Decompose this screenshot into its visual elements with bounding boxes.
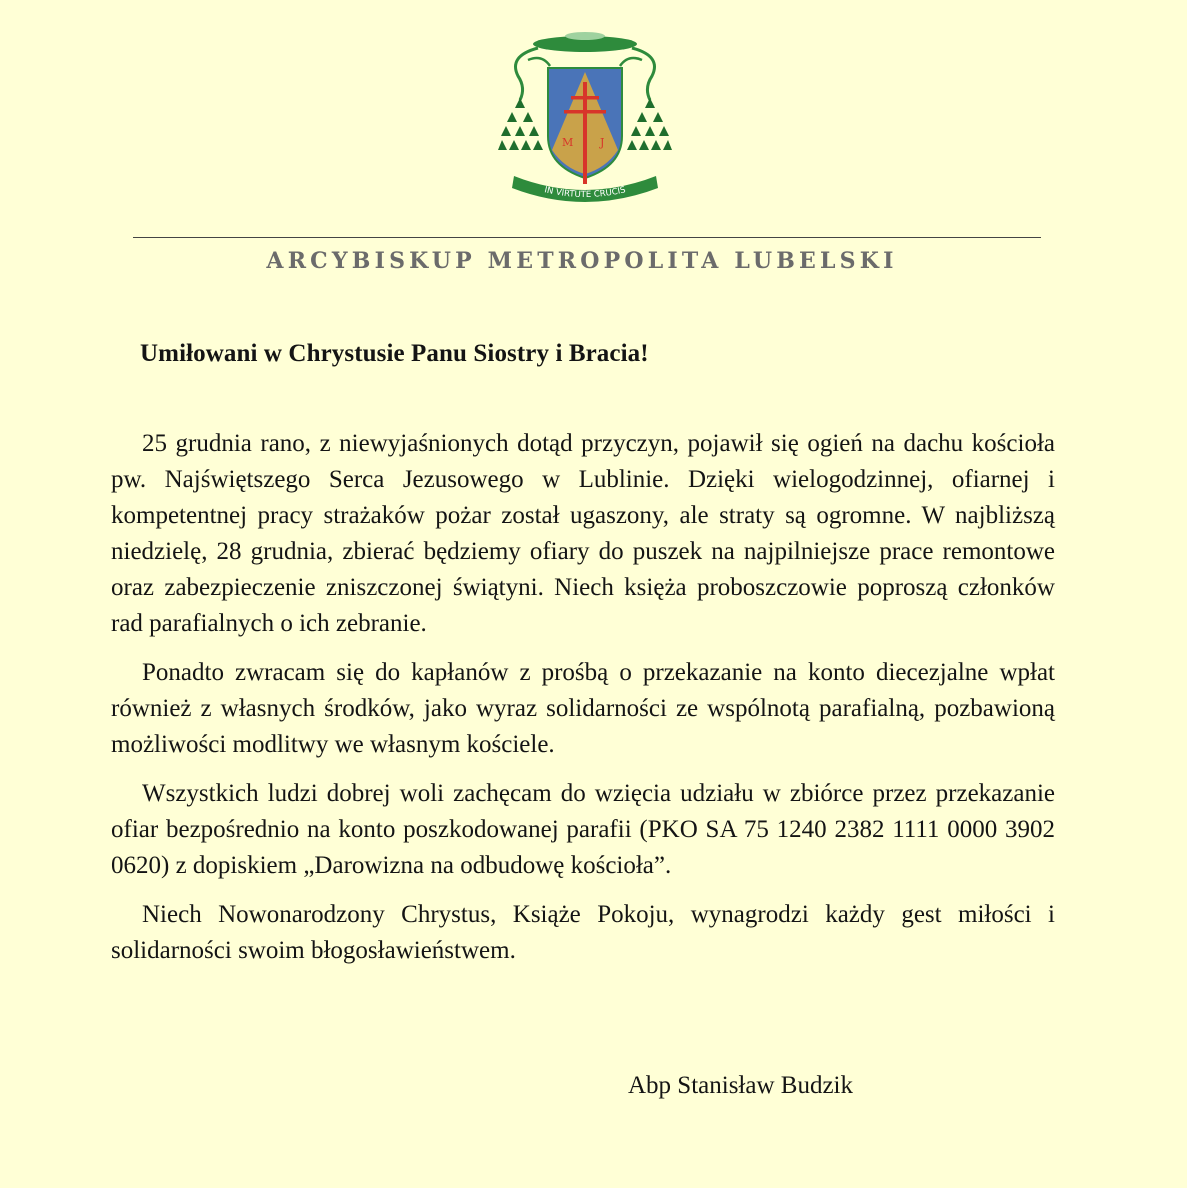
crest-initial-j: J <box>600 136 605 149</box>
paragraph-2: Ponadto zwracam się do kapłanów z prośbą o przekazanie na konto diecezjalne wpłat również z własnych środków, jako wyraz solidarności ze wspólnotą parafialną, pozbawioną możliwości modlitwy we własnym kościele. <box>111 659 1055 758</box>
paragraph-4: Niech Nowonarodzony Chrystus, Książe Pokoju, wynagrodzi każdy gest miłości i solidarności swoim błogosławieństwem. <box>111 901 1055 964</box>
galero-hat-icon <box>533 32 637 52</box>
office-title: ARCYBISKUP METROPOLITA LUBELSKI <box>266 248 898 274</box>
paragraph-3: Wszystkich ludzi dobrej woli zachęcam do wzięcia udziału w zbiórce przez przekazanie ofiar bezpośrednio na konto poszkodowanej parafii (PKO SA 75 1240 2382 1111 0000 3902 0620) z dopiskiem „Darowizna na odbudowę kościoła”. <box>111 780 1055 879</box>
letter-greeting: Umiłowani w Chrystusie Panu Siostry i Bracia! <box>140 340 649 367</box>
letter-body <box>111 426 1055 982</box>
header-divider <box>133 237 1041 238</box>
paragraph-1: 25 grudnia rano, z niewyjaśnionych dotąd przyczyn, pojawił się ogień na dachu kościoła pw. Najświętszego Serca Jezusowego w Lublinie. Dzięki wielogodzinnej, ofiarnej i kompetentnej pracy strażaków pożar został ugaszony, ale straty są ogromne. W najbliższą niedzielę, 28 grudnia, zbierać będziemy ofiary do puszek na najpilniejsze prace remontowe oraz zabezpieczenie zniszczonej świątyni. Niech księża proboszczowie poproszą członków rad parafialnych o ich zebranie. <box>111 430 1055 637</box>
motto-text: IN VIRTUTE CRUCIS <box>543 185 627 201</box>
signature: Abp Stanisław Budzik <box>628 1072 853 1099</box>
crest-initial-m: M <box>562 136 574 149</box>
coat-of-arms-icon <box>498 26 672 204</box>
